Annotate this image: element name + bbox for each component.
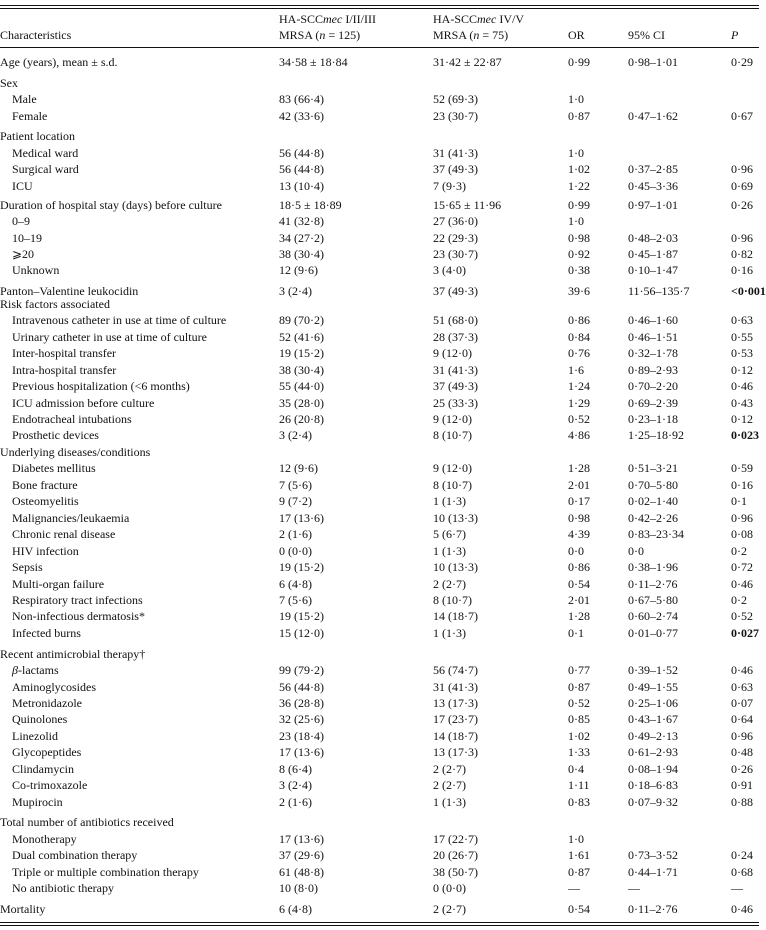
- row-label: Sepsis: [12, 560, 43, 574]
- cell-ci: 0·47–1·62: [628, 109, 678, 123]
- cell-ci: 0·48–2·03: [628, 231, 678, 245]
- cell-ci: —: [628, 881, 640, 895]
- cell-a: 12 (9·6): [279, 263, 318, 277]
- cell-p: 0·46: [731, 902, 753, 916]
- cell-a: 3 (2·4): [279, 778, 312, 792]
- cell-b: 25 (33·3): [433, 396, 478, 410]
- cell-b: 7 (9·3): [433, 179, 466, 193]
- cell-p: 0·88: [731, 795, 753, 809]
- cell-p: 0·91: [731, 778, 753, 792]
- cell-a: 17 (13·6): [279, 745, 324, 759]
- header-col-b-line2: MRSA (n = 75): [433, 28, 509, 42]
- cell-p: 0·69: [731, 179, 753, 193]
- section-label: Sex: [0, 76, 18, 90]
- cell-b: 3 (4·0): [433, 263, 466, 277]
- cell-or: 0·52: [568, 696, 590, 710]
- section-label: Risk factors associated: [0, 297, 110, 311]
- cell-a: 35 (28·0): [279, 396, 324, 410]
- top-rule-2: [0, 8, 759, 9]
- row-label: Urinary catheter in use at time of culture: [12, 330, 207, 344]
- cell-or: 1·61: [568, 848, 590, 862]
- cell-a: 55 (44·0): [279, 379, 324, 393]
- cell-b: 56 (74·7): [433, 663, 478, 677]
- top-rule: [0, 5, 759, 6]
- cell-p: <0·001: [731, 284, 766, 298]
- cell-or: 0·38: [568, 263, 590, 277]
- cell-ci: 0·18–6·83: [628, 778, 678, 792]
- cell-a: 7 (5·6): [279, 478, 312, 492]
- cell-p: 0·43: [731, 396, 753, 410]
- cell-b: 37 (49·3): [433, 284, 478, 298]
- cell-or: 2·01: [568, 593, 590, 607]
- cell-b: 1 (1·3): [433, 795, 466, 809]
- cell-p: 0·68: [731, 865, 753, 879]
- cell-p: 0·63: [731, 313, 753, 327]
- cell-or: 1·0: [568, 832, 584, 846]
- row-label: Respiratory tract infections: [12, 593, 143, 607]
- cell-a: 17 (13·6): [279, 832, 324, 846]
- cell-or: 0·98: [568, 511, 590, 525]
- cell-or: 0·98: [568, 231, 590, 245]
- cell-b: 14 (18·7): [433, 609, 478, 623]
- cell-ci: 0·49–2·13: [628, 729, 678, 743]
- cell-or: 0·87: [568, 680, 590, 694]
- cell-ci: 0·11–2·76: [628, 902, 678, 916]
- cell-p: 0·027: [731, 626, 760, 640]
- row-label: Quinolones: [12, 712, 68, 726]
- cell-p: 0·59: [731, 461, 753, 475]
- cell-ci: 0·49–1·55: [628, 680, 678, 694]
- cell-p: 0·12: [731, 363, 753, 377]
- cell-or: —: [568, 881, 580, 895]
- cell-b: 37 (49·3): [433, 162, 478, 176]
- cell-a: 32 (25·6): [279, 712, 324, 726]
- cell-a: 89 (70·2): [279, 313, 324, 327]
- row-label: Linezolid: [12, 729, 58, 743]
- cell-ci: 0·37–2·85: [628, 162, 678, 176]
- cell-or: 0·4: [568, 762, 584, 776]
- row-label: Medical ward: [12, 146, 79, 160]
- cell-ci: 0·38–1·96: [628, 560, 678, 574]
- cell-ci: 0·60–2·74: [628, 609, 678, 623]
- cell-p: 0·08: [731, 527, 753, 541]
- cell-b: 31 (41·3): [433, 146, 478, 160]
- cell-a: 7 (5·6): [279, 593, 312, 607]
- cell-a: 2 (1·6): [279, 527, 312, 541]
- cell-a: 18·5 ± 18·89: [279, 198, 342, 212]
- cell-or: 4·39: [568, 527, 590, 541]
- row-label: Male: [12, 92, 37, 106]
- row-label: Inter-hospital transfer: [12, 346, 117, 360]
- cell-b: 23 (30·7): [433, 109, 478, 123]
- cell-p: 0·12: [731, 412, 753, 426]
- section-label: Total number of antibiotics received: [0, 815, 174, 829]
- cell-p: 0·29: [731, 55, 753, 69]
- cell-ci: 0·01–0·77: [628, 626, 678, 640]
- cell-b: 2 (2·7): [433, 762, 466, 776]
- cell-b: 15·65 ± 11·96: [433, 198, 502, 212]
- section-label: Patient location: [0, 129, 75, 143]
- cell-b: 10 (13·3): [433, 560, 478, 574]
- cell-or: 1·6: [568, 363, 584, 377]
- cell-p: 0·023: [731, 428, 760, 442]
- cell-ci: 0·67–5·80: [628, 593, 678, 607]
- cell-b: 9 (12·0): [433, 461, 472, 475]
- cell-b: 0 (0·0): [433, 881, 466, 895]
- cell-a: 34·58 ± 18·84: [279, 55, 348, 69]
- row-label: Intra-hospital transfer: [12, 363, 117, 377]
- cell-ci: 0·61–2·93: [628, 745, 678, 759]
- cell-p: —: [731, 881, 743, 895]
- cell-a: 99 (79·2): [279, 663, 324, 677]
- cell-a: 3 (2·4): [279, 284, 312, 298]
- row-label: Mortality: [0, 902, 46, 916]
- cell-p: 0·96: [731, 231, 753, 245]
- row-label: Female: [12, 109, 48, 123]
- cell-ci: 1·25–18·92: [628, 428, 684, 442]
- row-label: Mupirocin: [12, 795, 63, 809]
- cell-a: 38 (30·4): [279, 247, 324, 261]
- cell-or: 1·0: [568, 214, 584, 228]
- row-label: Diabetes mellitus: [12, 461, 96, 475]
- row-label: Dual combination therapy: [12, 848, 138, 862]
- cell-b: 23 (30·7): [433, 247, 478, 261]
- cell-a: 41 (32·8): [279, 214, 324, 228]
- cell-or: 1·29: [568, 396, 590, 410]
- cell-or: 2·01: [568, 478, 590, 492]
- cell-p: 0·96: [731, 162, 753, 176]
- cell-a: 17 (13·6): [279, 511, 324, 525]
- cell-b: 14 (18·7): [433, 729, 478, 743]
- row-label: Clindamycin: [12, 762, 74, 776]
- row-label: Metronidazole: [12, 696, 82, 710]
- row-label: Monotherapy: [12, 832, 77, 846]
- cell-a: 52 (41·6): [279, 330, 324, 344]
- cell-p: 0·96: [731, 729, 753, 743]
- cell-a: 56 (44·8): [279, 680, 324, 694]
- cell-p: 0·72: [731, 560, 753, 574]
- cell-b: 2 (2·7): [433, 902, 466, 916]
- cell-ci: 11·56–135·7: [628, 284, 690, 298]
- cell-a: 19 (15·2): [279, 609, 324, 623]
- cell-or: 1·28: [568, 461, 590, 475]
- cell-a: 15 (12·0): [279, 626, 324, 640]
- cell-ci: 0·08–1·94: [628, 762, 678, 776]
- cell-b: 13 (17·3): [433, 696, 478, 710]
- cell-b: 51 (68·0): [433, 313, 478, 327]
- header-characteristics: Characteristics: [0, 28, 72, 42]
- cell-ci: 0·45–3·36: [628, 179, 678, 193]
- cell-or: 0·77: [568, 663, 590, 677]
- cell-a: 23 (18·4): [279, 729, 324, 743]
- cell-or: 0·86: [568, 313, 590, 327]
- cell-b: 1 (1·3): [433, 626, 466, 640]
- cell-a: 37 (29·6): [279, 848, 324, 862]
- cell-ci: 0·51–3·21: [628, 461, 678, 475]
- cell-a: 13 (10·4): [279, 179, 324, 193]
- row-label: Duration of hospital stay (days) before culture: [0, 198, 222, 212]
- cell-a: 36 (28·8): [279, 696, 324, 710]
- cell-p: 0·24: [731, 848, 753, 862]
- cell-b: 1 (1·3): [433, 494, 466, 508]
- cell-p: 0·07: [731, 696, 753, 710]
- cell-b: 2 (2·7): [433, 778, 466, 792]
- row-label: ICU: [12, 179, 33, 193]
- cell-ci: 0·98–1·01: [628, 55, 678, 69]
- cell-ci: 0·23–1·18: [628, 412, 678, 426]
- row-label: HIV infection: [12, 544, 79, 558]
- cell-b: 20 (26·7): [433, 848, 478, 862]
- cell-a: 83 (66·4): [279, 92, 324, 106]
- cell-ci: 0·25–1·06: [628, 696, 678, 710]
- cell-or: 1·02: [568, 162, 590, 176]
- cell-ci: 0·69–2·39: [628, 396, 678, 410]
- cell-a: 26 (20·8): [279, 412, 324, 426]
- cell-or: 0·84: [568, 330, 590, 344]
- cell-b: 31·42 ± 22·87: [433, 55, 502, 69]
- row-label: Triple or multiple combination therapy: [12, 865, 199, 879]
- row-label: Age (years), mean ± s.d.: [0, 55, 118, 69]
- cell-or: 1·11: [568, 778, 590, 792]
- bottom-rule: [0, 922, 759, 923]
- cell-b: 9 (12·0): [433, 412, 472, 426]
- cell-or: 0·87: [568, 109, 590, 123]
- row-label: Malignancies/leukaemia: [12, 511, 130, 525]
- cell-a: 56 (44·8): [279, 162, 324, 176]
- cell-or: 0·99: [568, 55, 590, 69]
- row-label: Bone fracture: [12, 478, 78, 492]
- row-label: Non-infectious dermatosis*: [12, 609, 145, 623]
- cell-a: 56 (44·8): [279, 146, 324, 160]
- cell-a: 9 (7·2): [279, 494, 312, 508]
- cell-p: 0·46: [731, 577, 753, 591]
- cell-ci: 0·11–2·76: [628, 577, 678, 591]
- header-col-a-line1: HA-SCCmec I/II/III: [279, 12, 376, 26]
- header-ci: 95% CI: [628, 28, 665, 42]
- cell-p: 0·52: [731, 609, 753, 623]
- cell-p: 0·48: [731, 745, 753, 759]
- row-label: Prosthetic devices: [12, 428, 99, 442]
- cell-b: 22 (29·3): [433, 231, 478, 245]
- cell-ci: 0·43–1·67: [628, 712, 678, 726]
- cell-ci: 0·10–1·47: [628, 263, 678, 277]
- cell-b: 5 (6·7): [433, 527, 466, 541]
- cell-ci: 0·07–9·32: [628, 795, 678, 809]
- cell-or: 1·0: [568, 146, 584, 160]
- cell-ci: 0·02–1·40: [628, 494, 678, 508]
- cell-or: 0·99: [568, 198, 590, 212]
- cell-ci: 0·42–2·26: [628, 511, 678, 525]
- cell-ci: 0·83–23·34: [628, 527, 684, 541]
- cell-p: 0·64: [731, 712, 753, 726]
- cell-b: 2 (2·7): [433, 577, 466, 591]
- row-label: Co-trimoxazole: [12, 778, 88, 792]
- cell-b: 13 (17·3): [433, 745, 478, 759]
- row-label: Previous hospitalization (<6 months): [12, 379, 190, 393]
- cell-a: 6 (4·8): [279, 577, 312, 591]
- cell-b: 8 (10·7): [433, 428, 472, 442]
- cell-or: 0·17: [568, 494, 590, 508]
- cell-ci: 0·70–2·20: [628, 379, 678, 393]
- cell-or: 0·54: [568, 577, 590, 591]
- cell-p: 0·46: [731, 663, 753, 677]
- cell-or: 0·87: [568, 865, 590, 879]
- cell-or: 1·0: [568, 92, 584, 106]
- cell-or: 0·52: [568, 412, 590, 426]
- cell-b: 31 (41·3): [433, 363, 478, 377]
- cell-b: 28 (37·3): [433, 330, 478, 344]
- cell-a: 8 (6·4): [279, 762, 312, 776]
- row-label: No antibiotic therapy: [12, 881, 114, 895]
- header-or: OR: [568, 28, 585, 42]
- cell-ci: 0·70–5·80: [628, 478, 678, 492]
- cell-b: 1 (1·3): [433, 544, 466, 558]
- cell-a: 3 (2·4): [279, 428, 312, 442]
- section-label: Recent antimicrobial therapy†: [0, 647, 146, 661]
- cell-b: 27 (36·0): [433, 214, 478, 228]
- row-label: β-lactams: [12, 663, 59, 677]
- cell-a: 38 (30·4): [279, 363, 324, 377]
- section-label: Underlying diseases/conditions: [0, 445, 151, 459]
- cell-or: 0·0: [568, 544, 584, 558]
- cell-or: 0·1: [568, 626, 584, 640]
- cell-p: 0·2: [731, 544, 747, 558]
- cell-ci: 0·73–3·52: [628, 848, 678, 862]
- cell-or: 39·6: [568, 284, 590, 298]
- cell-a: 2 (1·6): [279, 795, 312, 809]
- row-label: Endotracheal intubations: [12, 412, 132, 426]
- cell-or: 0·83: [568, 795, 590, 809]
- row-label: 0–9: [12, 214, 30, 228]
- cell-p: 0·63: [731, 680, 753, 694]
- cell-p: 0·82: [731, 247, 753, 261]
- cell-b: 10 (13·3): [433, 511, 478, 525]
- cell-ci: 0·0: [628, 544, 644, 558]
- cell-b: 8 (10·7): [433, 478, 472, 492]
- cell-a: 19 (15·2): [279, 560, 324, 574]
- cell-a: 10 (8·0): [279, 881, 318, 895]
- header-p: P: [731, 28, 739, 42]
- row-label: Unknown: [12, 263, 60, 277]
- cell-or: 0·86: [568, 560, 590, 574]
- cell-a: 0 (0·0): [279, 544, 312, 558]
- cell-p: 0·55: [731, 330, 753, 344]
- row-label: Aminoglycosides: [12, 680, 96, 694]
- cell-b: 37 (49·3): [433, 379, 478, 393]
- row-label: Infected burns: [12, 626, 81, 640]
- cell-p: 0·2: [731, 593, 747, 607]
- header-rule: [0, 47, 759, 48]
- cell-or: 0·76: [568, 346, 590, 360]
- cell-or: 0·92: [568, 247, 590, 261]
- row-label: Surgical ward: [12, 162, 79, 176]
- cell-or: 1·02: [568, 729, 590, 743]
- cell-p: 0·96: [731, 511, 753, 525]
- cell-ci: 0·44–1·71: [628, 865, 678, 879]
- cell-b: 9 (12·0): [433, 346, 472, 360]
- cell-b: 17 (23·7): [433, 712, 478, 726]
- row-label: ICU admission before culture: [12, 396, 155, 410]
- cell-or: 4·86: [568, 428, 590, 442]
- cell-p: 0·26: [731, 762, 753, 776]
- cell-b: 38 (50·7): [433, 865, 478, 879]
- cell-ci: 0·32–1·78: [628, 346, 678, 360]
- header-col-a-line2: MRSA (n = 125): [279, 28, 361, 42]
- cell-or: 0·54: [568, 902, 590, 916]
- cell-a: 19 (15·2): [279, 346, 324, 360]
- cell-a: 42 (33·6): [279, 109, 324, 123]
- row-label: Chronic renal disease: [12, 527, 116, 541]
- row-label: 10–19: [12, 231, 42, 245]
- cell-or: 1·22: [568, 179, 590, 193]
- cell-p: 0·1: [731, 494, 747, 508]
- cell-p: 0·26: [731, 198, 753, 212]
- cell-or: 1·33: [568, 745, 590, 759]
- cell-ci: 0·45–1·87: [628, 247, 678, 261]
- header-col-b-line1: HA-SCCmec IV/V: [433, 12, 525, 26]
- cell-ci: 0·46–1·51: [628, 330, 678, 344]
- row-label: Panton–Valentine leukocidin: [0, 284, 139, 298]
- cell-a: 61 (48·8): [279, 865, 324, 879]
- cell-or: 1·28: [568, 609, 590, 623]
- cell-b: 31 (41·3): [433, 680, 478, 694]
- cell-or: 0·85: [568, 712, 590, 726]
- cell-b: 52 (69·3): [433, 92, 478, 106]
- cell-p: 0·67: [731, 109, 753, 123]
- cell-ci: 0·46–1·60: [628, 313, 678, 327]
- cell-ci: 0·89–2·93: [628, 363, 678, 377]
- cell-or: 1·24: [568, 379, 590, 393]
- cell-a: 34 (27·2): [279, 231, 324, 245]
- cell-p: 0·16: [731, 478, 753, 492]
- cell-b: 17 (22·7): [433, 832, 478, 846]
- cell-a: 12 (9·6): [279, 461, 318, 475]
- cell-ci: 0·97–1·01: [628, 198, 678, 212]
- cell-p: 0·46: [731, 379, 753, 393]
- cell-p: 0·53: [731, 346, 753, 360]
- row-label: Intravenous catheter in use at time of culture: [12, 313, 227, 327]
- row-label: Multi-organ failure: [12, 577, 105, 591]
- cell-b: 8 (10·7): [433, 593, 472, 607]
- bottom-rule-2: [0, 925, 759, 926]
- row-label: Glycopeptides: [12, 745, 82, 759]
- cell-a: 6 (4·8): [279, 902, 312, 916]
- cell-ci: 0·39–1·52: [628, 663, 678, 677]
- row-label: ⩾20: [12, 247, 35, 261]
- row-label: Osteomyelitis: [12, 494, 79, 508]
- cell-p: 0·16: [731, 263, 753, 277]
